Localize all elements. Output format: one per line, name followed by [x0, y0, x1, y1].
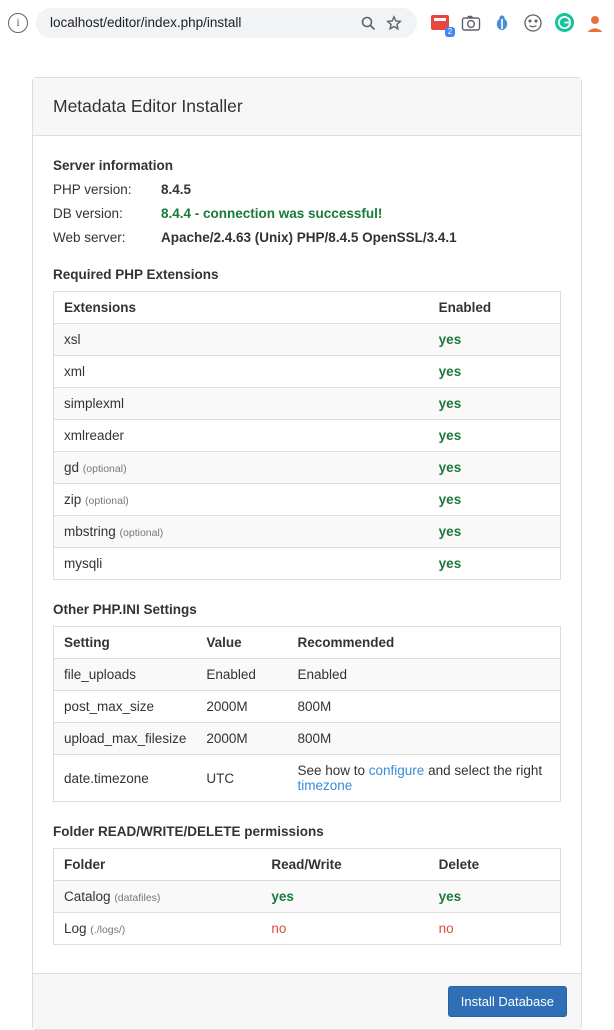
- extension-name-cell: [54, 452, 429, 484]
- extension-name: mysqli: [64, 556, 103, 571]
- col-value: Value: [196, 627, 287, 659]
- install-database-button[interactable]: Install Database: [448, 986, 567, 1017]
- table-row: [54, 324, 561, 356]
- extension-name: xsl: [64, 332, 81, 347]
- installer-card: [32, 77, 582, 1030]
- folder-name-cell: [54, 881, 262, 913]
- extension-name: mbstring: [64, 524, 116, 539]
- ini-recommended: 800M: [287, 691, 560, 723]
- folder-note: (datafiles): [114, 892, 161, 904]
- site-info-icon[interactable]: i: [8, 13, 28, 33]
- grammarly-icon[interactable]: [553, 12, 575, 34]
- php-version-value: 8.4.5: [161, 182, 192, 197]
- folder-name: Catalog: [64, 889, 111, 904]
- table-header-row: [54, 849, 561, 881]
- extension-name: simplexml: [64, 396, 125, 411]
- table-row: [54, 452, 561, 484]
- star-icon[interactable]: [381, 10, 407, 36]
- permissions-table: [53, 848, 561, 945]
- db-version-label: DB version:: [53, 206, 123, 221]
- folder-name-cell: [54, 913, 262, 945]
- extension-name-cell: [54, 324, 429, 356]
- ini-value: 2000M: [196, 723, 287, 755]
- col-folder: Folder: [54, 849, 262, 881]
- extension-enabled: yes: [429, 548, 561, 580]
- folder-delete-status: no: [429, 913, 561, 945]
- ini-value: Enabled: [196, 659, 287, 691]
- extension-name: xmlreader: [64, 428, 125, 443]
- permissions-heading: Folder READ/WRITE/DELETE permissions: [53, 824, 324, 839]
- table-row: [54, 356, 561, 388]
- card-footer: [33, 973, 581, 1029]
- col-delete: Delete: [429, 849, 561, 881]
- table-row: [54, 420, 561, 452]
- folder-read-write-status: yes: [261, 881, 428, 913]
- installer-body: [33, 136, 581, 955]
- table-row: [54, 723, 561, 755]
- extension-enabled: yes: [429, 484, 561, 516]
- table-row: [54, 484, 561, 516]
- extension-name-cell: [54, 356, 429, 388]
- extension-enabled: yes: [429, 388, 561, 420]
- folder-read-write-status: no: [261, 913, 428, 945]
- extension-name-cell: [54, 548, 429, 580]
- search-icon[interactable]: [355, 10, 381, 36]
- table-header-row: [54, 292, 561, 324]
- extension-enabled: yes: [429, 452, 561, 484]
- server-info-grid: [53, 182, 561, 245]
- extension-name-cell: [54, 420, 429, 452]
- bug-icon[interactable]: [491, 12, 513, 34]
- extension-badge-count: 2: [445, 27, 455, 37]
- ini-heading: Other PHP.INI Settings: [53, 602, 197, 617]
- extension-name: gd: [64, 460, 80, 475]
- ini-recommended-timezone: [287, 755, 560, 802]
- ini-value: UTC: [196, 755, 287, 802]
- web-server-label: Web server:: [53, 230, 126, 245]
- timezone-link[interactable]: timezone: [297, 778, 353, 793]
- extension-name-cell: [54, 484, 429, 516]
- table-row: [54, 516, 561, 548]
- address-bar[interactable]: [36, 8, 417, 38]
- table-row: [54, 691, 561, 723]
- address-bar-url: localhost/editor/index.php/install: [50, 15, 242, 30]
- web-server-value: Apache/2.4.63 (Unix) PHP/8.4.5 OpenSSL/3.4.1: [161, 230, 457, 245]
- extension-name-cell: [54, 516, 429, 548]
- folder-name: Log: [64, 921, 87, 936]
- extension-name: zip: [64, 492, 82, 507]
- table-row: [54, 913, 561, 945]
- folder-note: (./logs/): [90, 924, 126, 936]
- ini-table: [53, 626, 561, 802]
- extension-icon-red[interactable]: [429, 12, 451, 34]
- col-enabled: Enabled: [429, 292, 561, 324]
- extensions-table: [53, 291, 561, 580]
- extensions-area: [425, 12, 606, 34]
- page-content: [0, 45, 614, 1009]
- ini-setting: file_uploads: [54, 659, 197, 691]
- camera-icon[interactable]: [460, 12, 482, 34]
- extension-note: (optional): [85, 495, 129, 507]
- ini-recommended: Enabled: [287, 659, 560, 691]
- profile-avatar-icon[interactable]: [584, 12, 606, 34]
- col-setting: Setting: [54, 627, 197, 659]
- extension-enabled: yes: [429, 516, 561, 548]
- server-info-heading: Server information: [53, 158, 174, 173]
- browser-toolbar: [0, 0, 614, 45]
- table-row: [54, 548, 561, 580]
- smiley-icon[interactable]: [522, 12, 544, 34]
- page-title: Metadata Editor Installer: [33, 78, 581, 136]
- folder-delete-status: yes: [429, 881, 561, 913]
- ini-setting: date.timezone: [54, 755, 197, 802]
- extensions-heading: Required PHP Extensions: [53, 267, 219, 282]
- extension-note: (optional): [119, 527, 164, 539]
- table-row: [54, 388, 561, 420]
- db-version-value: 8.4.4 - connection was successful!: [161, 206, 383, 221]
- ini-recommended: 800M: [287, 723, 560, 755]
- extension-name-cell: [54, 388, 429, 420]
- ini-setting: post_max_size: [54, 691, 197, 723]
- rec-text-pre: See how to: [297, 763, 369, 778]
- extension-enabled: yes: [429, 420, 561, 452]
- extension-note: (optional): [82, 463, 127, 475]
- col-recommended: Recommended: [287, 627, 560, 659]
- ini-value: 2000M: [196, 691, 287, 723]
- php-version-label: PHP version:: [53, 182, 132, 197]
- table-header-row: [54, 627, 561, 659]
- extension-enabled: yes: [429, 356, 561, 388]
- table-row: [54, 659, 561, 691]
- extension-enabled: yes: [429, 324, 561, 356]
- rec-text-mid: and select the right: [424, 763, 543, 778]
- configure-link[interactable]: configure: [368, 763, 425, 778]
- col-extensions: Extensions: [54, 292, 429, 324]
- ini-setting: upload_max_filesize: [54, 723, 197, 755]
- table-row: [54, 755, 561, 802]
- table-row: [54, 881, 561, 913]
- extension-name: xml: [64, 364, 85, 379]
- col-read-write: Read/Write: [261, 849, 428, 881]
